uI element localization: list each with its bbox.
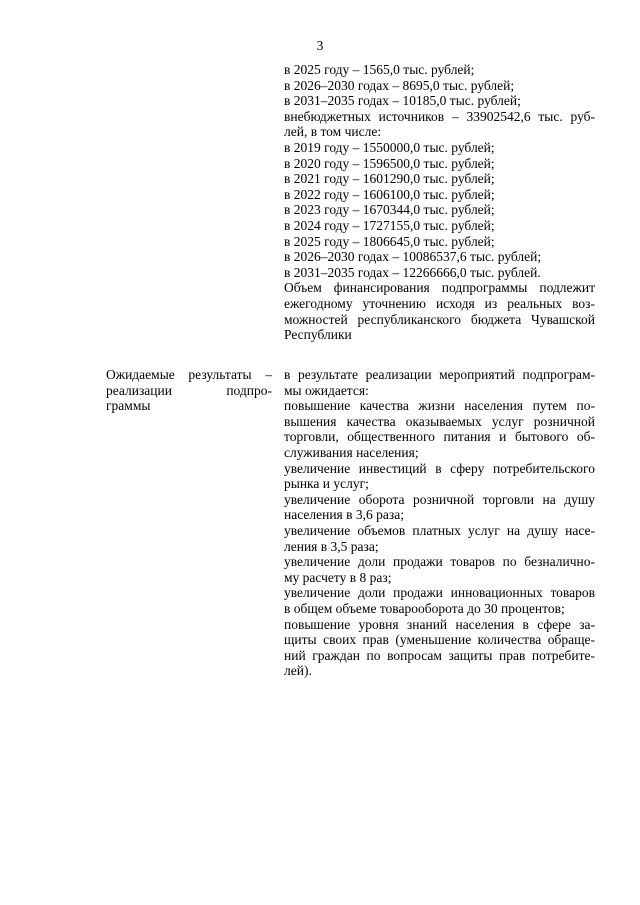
expected-results-label: [106, 367, 272, 414]
result-line: щиты своих прав (уменьшение количества обраще-: [284, 632, 595, 648]
result-line: служивания населения;: [284, 444, 419, 460]
result-line: му расчету в 8 раз;: [284, 569, 392, 585]
extrabudgetary-year-line: в 2024 году – 1727155,0 тыс. рублей;: [284, 217, 495, 233]
extrabudgetary-year-line: в 2031–2035 годах – 12266666,0 тыс. рублей.: [284, 264, 541, 280]
label-line: Ожидаемые результаты –: [106, 367, 272, 382]
label-line: реализации подпро-: [106, 382, 272, 398]
extrabudgetary-line: лей, в том числе:: [284, 124, 382, 140]
extrabudgetary-year-line: в 2019 году – 1550000,0 тыс. рублей;: [284, 139, 495, 155]
funding-line: в 2031–2035 годах – 10185,0 тыс. рублей;: [284, 93, 521, 109]
result-line: в результате реализации мероприятий подпрограм-: [284, 367, 595, 382]
result-line: ления в 3,5 раза;: [284, 538, 379, 554]
label-line: граммы: [106, 398, 151, 414]
extrabudgetary-year-line: в 2020 году – 1596500,0 тыс. рублей;: [284, 155, 495, 171]
result-line: увеличение инвестиций в сферу потребительского: [284, 460, 595, 476]
result-line: увеличение доли продажи инновационных товаров: [284, 585, 595, 601]
funding-block: [284, 62, 595, 343]
result-line: населения в 3,6 раза;: [284, 507, 404, 523]
result-line: повышение уровня знаний населения в сфере за-: [284, 616, 595, 632]
expected-results-content: [284, 367, 595, 679]
result-line: мы ожидается:: [284, 382, 369, 398]
extrabudgetary-year-line: в 2022 году – 1606100,0 тыс. рублей;: [284, 186, 495, 202]
page-number: 3: [316, 38, 324, 53]
result-line: рынка и услуг;: [284, 476, 369, 492]
result-line: вышения качества оказываемых услуг розничной: [284, 413, 595, 429]
funding-note-line: ежегодному уточнению исходя из реальных воз-: [284, 295, 595, 311]
result-line: повышение качества жизни населения путем по-: [284, 398, 595, 414]
result-line: увеличение объемов платных услуг на душу насе-: [284, 522, 595, 538]
result-line: увеличение доли продажи товаров по безналично-: [284, 554, 595, 570]
funding-line: в 2026–2030 годах – 8695,0 тыс. рублей;: [284, 77, 515, 93]
funding-note-line: Республики: [284, 327, 352, 343]
result-line: лей).: [284, 663, 312, 679]
extrabudgetary-year-line: в 2021 году – 1601290,0 тыс. рублей;: [284, 171, 495, 187]
funding-note-line: можностей республиканского бюджета Чувашской: [284, 311, 595, 327]
funding-line: в 2025 году – 1565,0 тыс. рублей;: [284, 62, 475, 77]
funding-note-line: Объем финансирования подпрограммы подлежит: [284, 280, 595, 296]
extrabudgetary-year-line: в 2023 году – 1670344,0 тыс. рублей;: [284, 202, 495, 218]
extrabudgetary-year-line: в 2026–2030 годах – 10086537,6 тыс. рублей;: [284, 249, 542, 265]
result-line: ний граждан по вопросам защиты прав потребите-: [284, 647, 595, 663]
result-line: в общем объеме товарооборота до 30 процентов;: [284, 600, 565, 616]
result-line: торговли, общественного питания и бытового об-: [284, 429, 595, 445]
extrabudgetary-line: внебюджетных источников – 33902542,6 тыс. руб-: [284, 108, 595, 124]
extrabudgetary-year-line: в 2025 году – 1806645,0 тыс. рублей;: [284, 233, 495, 249]
result-line: увеличение оборота розничной торговли на душу: [284, 491, 595, 507]
